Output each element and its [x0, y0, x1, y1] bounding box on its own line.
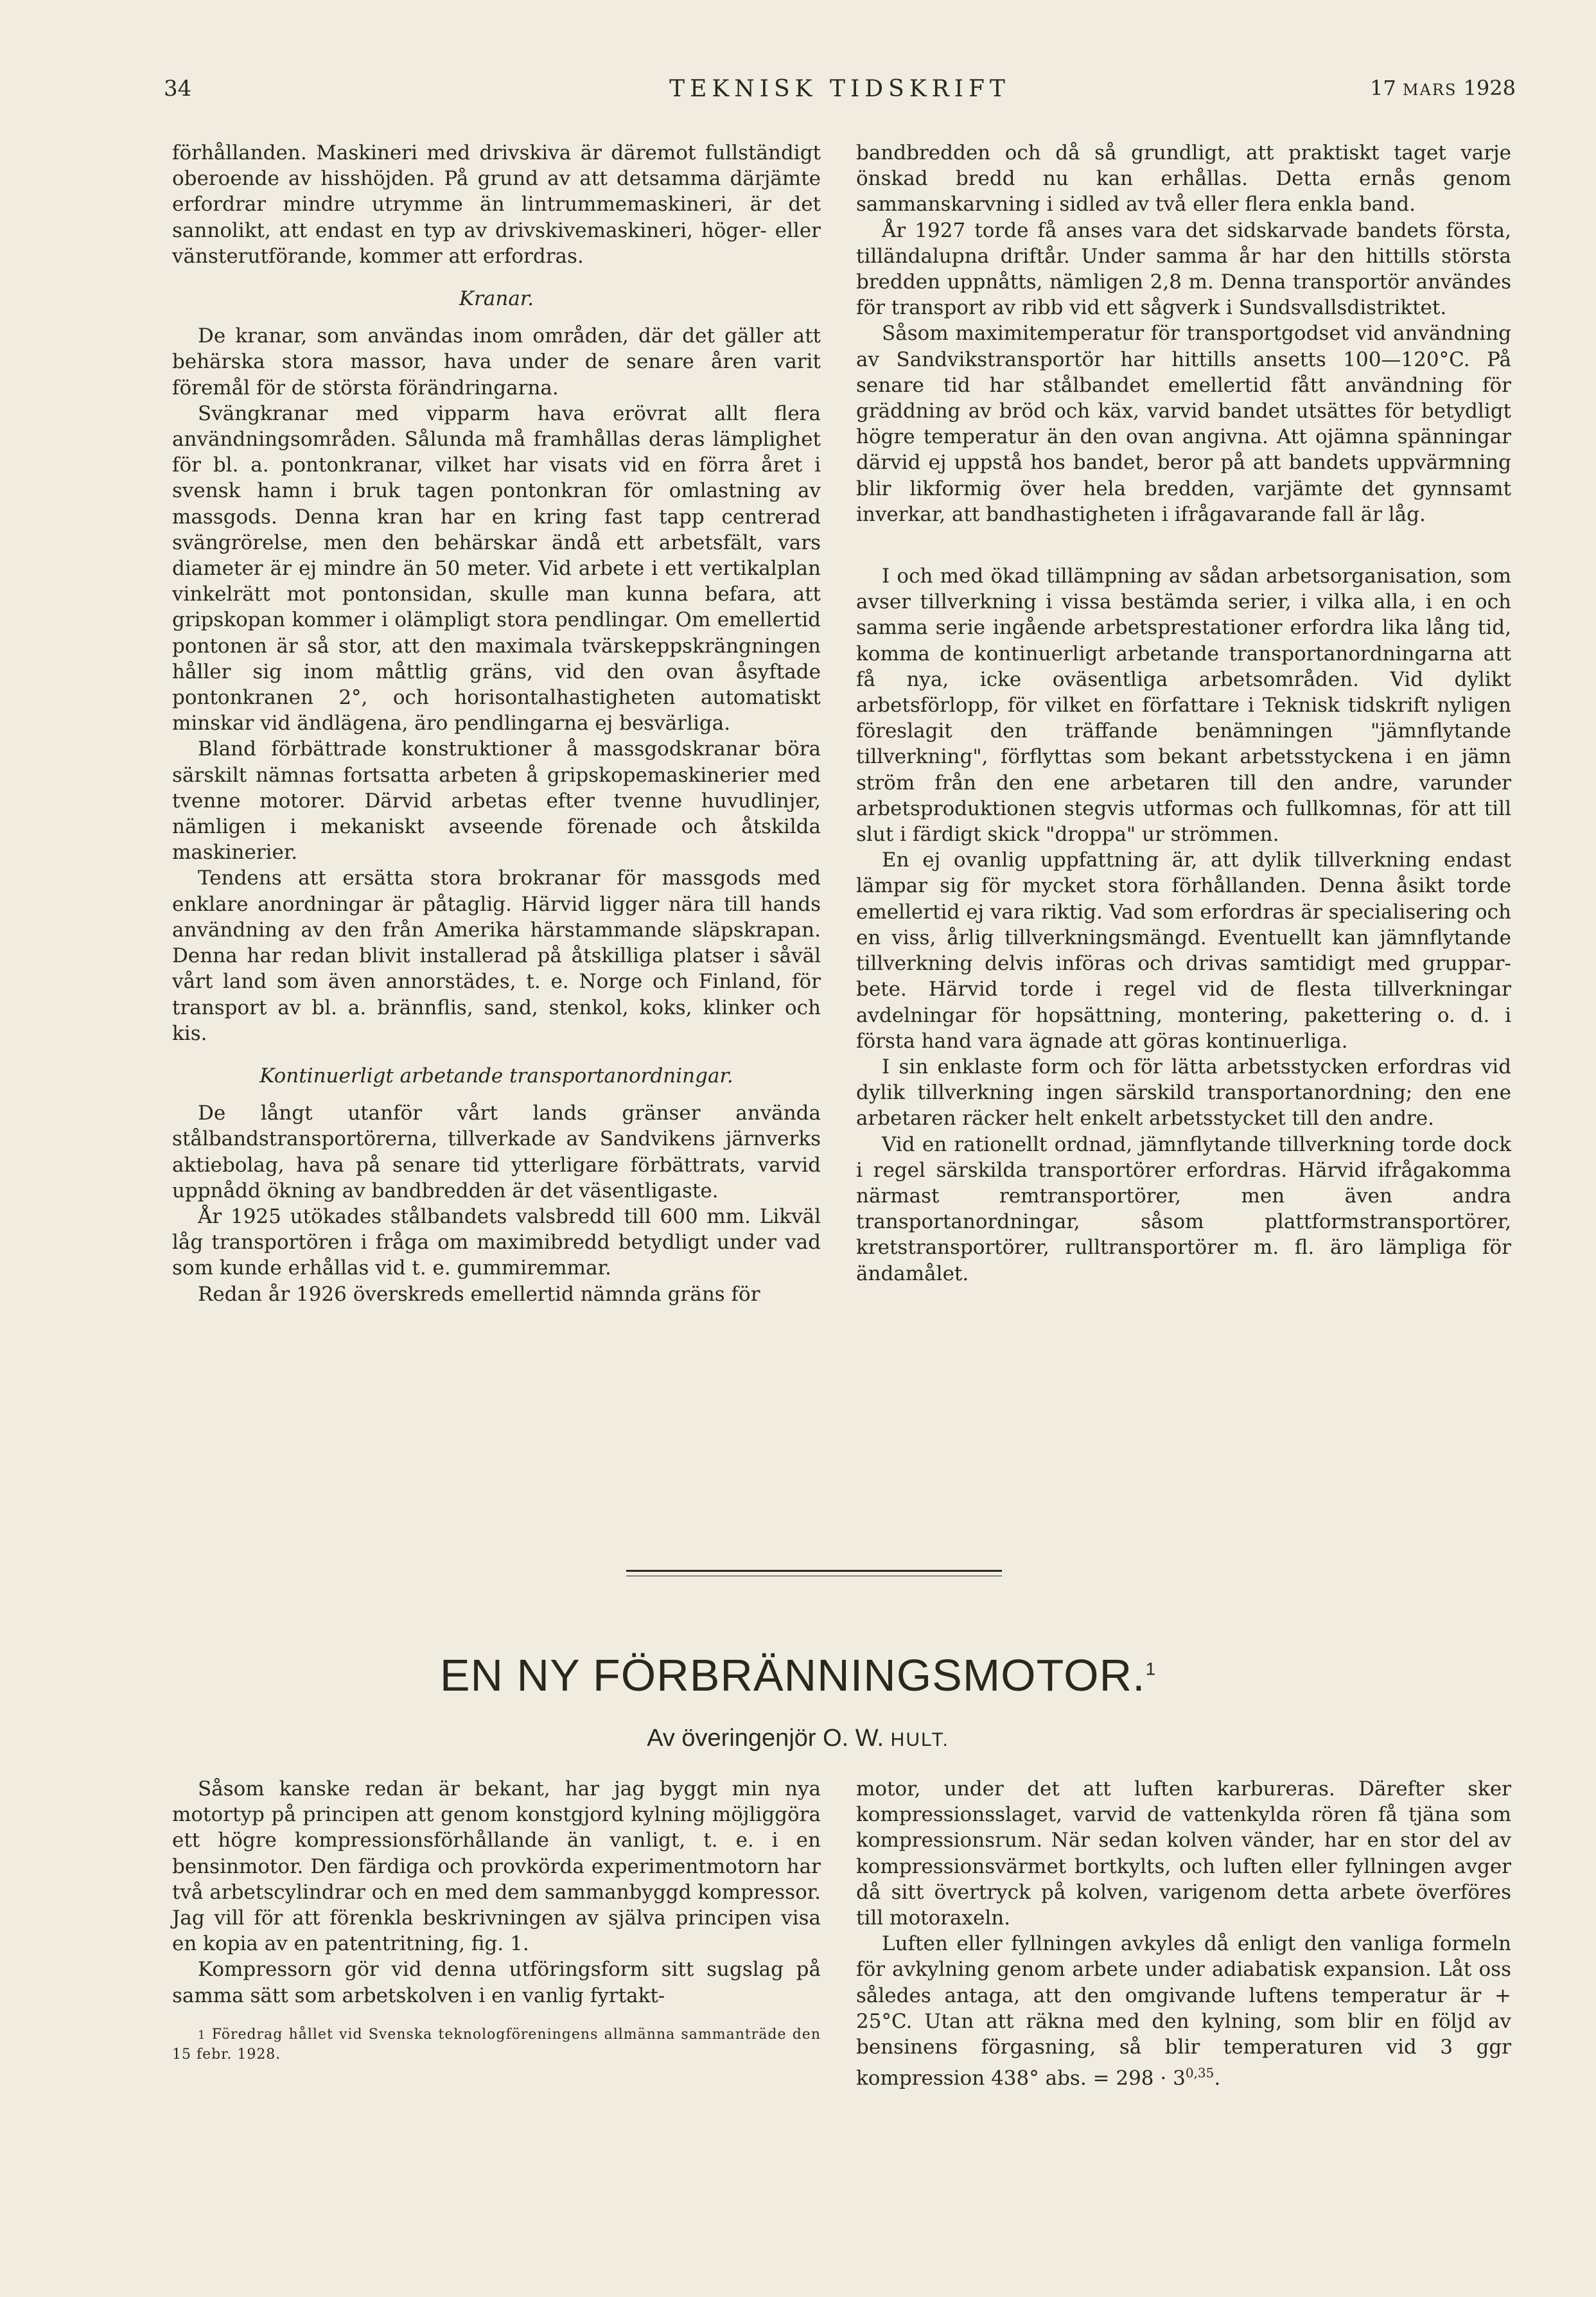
paragraph: De kranar, som användas inom områden, där det gäller att behärska stora massor, hava under de senare åren varit föremål för de största förändringarna.	[172, 324, 821, 400]
footnote-text: Föredrag hållet vid Svenska teknologföreningens allmänna sammanträde den 15 febr. 1928.	[172, 2026, 821, 2063]
article-byline	[0, 1725, 1596, 1752]
footnote	[172, 2025, 821, 2064]
page-header	[164, 76, 1516, 114]
article-title	[0, 1650, 1596, 1701]
issue-month: MARS	[1402, 81, 1457, 99]
paragraph: Tendens att ersätta stora brokranar för massgods med enklare anordningar är påtaglig. Härvid ligger nära till hands användning av den från Amerika härstammande släpskrapan. Denna har redan blivit installerad på åtskilliga platser i såväl vårt land som även annorstädes, t. e. Norge och Finland, för transport av bl. a. brännflis, sand, stenkol, koks, klinker och kis.	[172, 867, 821, 1045]
paragraph: I och med ökad tillämpning av sådan arbetsorganisation, som avser tillverkning i vissa bestämda serier, i vilka alla, i en och samma serie ingående arbetsprestationer erfordra lika lång tid, komma de kontinuerligt arbetande transportanordningarna att få nya, icke oväsentliga arbetsområden. Vid dylikt arbetsförlopp, för vilket en författare i Teknisk tidskrift nyligen föreslagit den träffande benämningen "jämnflytande tillverkning", förflyttas som bekant arbetsstyckena i en jämn ström från den ene arbetaren till den andre, varunder arbetsproduktionen stegvis utformas och fullkomnas, för att till slut i färdigt skick "droppa" ur strömmen.	[856, 565, 1511, 847]
column-right-bottom	[856, 1776, 1511, 2091]
paragraph	[856, 1931, 1511, 2091]
paragraph: Såsom maximitemperatur för transportgodset vid användning av Sandvikstransportör har hittills ansetts 100—120°C. På senare tid har stålbandet emellertid fått användning för gräddning av bröd och käx, varvid bandet utsättes för betydligt högre temperatur än den ovan angivna. Att ojämna spänningar därvid ej uppstå hos bandet, beror på att bandets uppvärmning blir likformig över hela bredden, varjämte det gynnsamt inverkar, att bandhastigheten i ifrågavarande fall är låg.	[856, 322, 1511, 526]
article-divider-thick	[626, 1570, 1002, 1572]
paragraph: Kompressorn gör vid denna utföringsform sitt sugslag på samma sätt som arbetskolven i en vanlig fyrtakt-	[172, 1958, 821, 2007]
column-right-top	[856, 140, 1511, 1287]
paragraph: Redan år 1926 överskreds emellertid nämnda gräns för	[198, 1282, 760, 1306]
page-number: 34	[164, 76, 192, 101]
title-footnote-mark: 1	[1145, 1659, 1157, 1679]
paragraph: De långt utanför vårt lands gränser använda stålbandstransportörerna, tillverkade av Sandvikens järnverks aktiebolag, hava på senare tid ytterligare förbättrats, varvid uppnådd ökning av bandbredden är det väsentligaste.	[172, 1102, 821, 1202]
paragraph: motor, under det att luften karbureras. Därefter sker kompressionsslaget, varvid de vattenkylda rören få tjäna som kompressionsrum. När sedan kolven vänder, har en stor del av kompressionsvärmet bortkylts, och luften eller fyllningen avger då sitt övertryck på kolven, varigenom detta arbete överföres till motoraxeln.	[856, 1777, 1511, 1930]
column-left-top	[172, 140, 821, 1307]
paragraph-end: .	[1214, 2066, 1221, 2090]
paragraph-text: Luften eller fyllningen avkyles då enligt den vanliga formeln för avkylning genom arbete under adiabatisk expansion. Låt oss således antaga, att den omgivande luftens temperatur är + 25°C. Utan att räkna med den kylning, som blir en följd av bensinens förgasning, så blir temperaturen vid 3 ggr kompression 438° abs. = 298 · 3	[856, 1932, 1511, 2090]
column-left-bottom	[172, 1776, 821, 2064]
paragraph: År 1925 utökades stålbandets valsbredd till 600 mm. Likväl låg transportören i fråga om maximibredd betydligt under vad som kunde erhållas vid t. e. gummiremmar.	[172, 1204, 821, 1280]
byline-prefix: Av överingenjör O. W.	[647, 1725, 884, 1752]
issue-day: 17	[1370, 76, 1396, 100]
issue-year: 1928	[1463, 76, 1516, 100]
paragraph: I sin enklaste form och för lätta arbetsstycken erfordras vid dylik tillverkning ingen särskild transportanordning; den ene arbetaren räcker helt enkelt arbetsstycket till den andre.	[856, 1055, 1511, 1131]
paragraph: Vid en rationellt ordnad, jämnflytande tillverkning torde dock i regel särskilda transportörer erfordras. Härvid ifrågakomma närmast remtransportörer, men även andra transportanordningar, såsom plattformstransportörer, kretstransportörer, rulltransportörer m. fl. äro lämpliga för ändamålet.	[856, 1132, 1511, 1285]
paragraph: Bland förbättrade konstruktioner å massgodskranar böra särskilt nämnas fortsatta arbeten å gripskopemaskinerier med tvenne motorer. Därvid arbetas efter tvenne huvudlinjer, nämligen i mekaniskt avseende förenade och åtskilda maskinerier.	[172, 737, 821, 865]
issue-date	[1370, 76, 1516, 100]
section-heading-kontinuerligt: Kontinuerligt arbetande transportanordningar.	[259, 1064, 733, 1087]
paragraph: förhållanden. Maskineri med drivskiva är däremot fullständigt oberoende av hisshöjden. På grund av att detsamma därjämte erfordrar mindre utrymme än lintrummemaskineri, är det sannolikt, att endast en typ av drivskivemaskineri, höger- eller vänsterutförande, kommer att erfordras.	[172, 141, 821, 268]
paragraph: En ej ovanlig uppfattning är, att dylik tillverkning endast lämpar sig för mycket stora förhållanden. Denna åsikt torde emellertid ej vara riktig. Vad som erfordras är specialisering och en viss, årlig tillverkningsmängd. Eventuellt kan jämnflytande tillverkning delvis införas och drivas samtidigt med grupparbete. Härvid torde i regel vid de flesta tillverkningar avdelningar för hopsättning, montering, pakettering o. d. i första hand vara ägnade att göras kontinuerliga.	[856, 849, 1511, 1053]
paragraph: bandbredden och då så grundligt, att praktiskt taget varje önskad bredd nu kan erhållas. Detta ernås genom sammanskarvning i sidled av två eller flera enkla band.	[856, 141, 1511, 216]
journal-title: TEKNISK TIDSKRIFT	[669, 76, 1010, 102]
section-heading-kranar: Kranar.	[459, 287, 534, 311]
paragraph: Såsom kanske redan är bekant, har jag byggt min nya motortyp på principen att genom konstgjord kylning möjliggöra ett högre kompressionsförhållande än vanligt, t. e. i en bensinmotor. Den färdiga och provkörda experimentmotorn har två arbetscylindrar och en med dem sammanbyggd kompressor. Jag vill för att förenkla beskrivningen av själva principen visa en kopia av en patentritning, fig. 1.	[172, 1777, 821, 1956]
article-title-text: EN NY FÖRBRÄNNINGSMOTOR.	[439, 1650, 1146, 1700]
paragraph-gap	[856, 527, 1511, 563]
paragraph: Svängkranar med vipparm hava erövrat allt flera användningsområden. Sålunda må framhållas deras lämplighet för bl. a. pontonkranar, vilket har visats vid en förra året i svensk hamn i bruk tagen pontonkran för omlastning av massgods. Denna kran har en kring fast tapp centrerad svängrörelse, men den behärskar ändå ett arbetsfält, vars diameter är ej mindre än 50 meter. Vid arbete i ett vertikalplan vinkelrätt mot pontonsidan, skulle man kunna befara, att gripskopan kommer i olämpligt stora pendlingar. Om emellertid pontonen är så stor, att den maximala tvärskeppskrängningen håller sig inom måttlig gräns, vid den ovan åsyftade pontonkranen 2°, och horisontalhastigheten automatiskt minskar vid ändlägena, äro pendlingarna ej besvärliga.	[172, 401, 821, 735]
paragraph: År 1927 torde få anses vara det sidskarvade bandets första, tilländalupna driftår. Under samma år har den hittills största bredden uppnåtts, nämligen 2,8 m. Denna transportör användes för transport av ribb vid ett sågverk i Sundsvallsdistriktet.	[856, 218, 1511, 320]
byline-author-name: HULT.	[890, 1729, 949, 1750]
footnote-mark: 1	[198, 2028, 206, 2042]
exponent: 0,35	[1185, 2065, 1215, 2081]
